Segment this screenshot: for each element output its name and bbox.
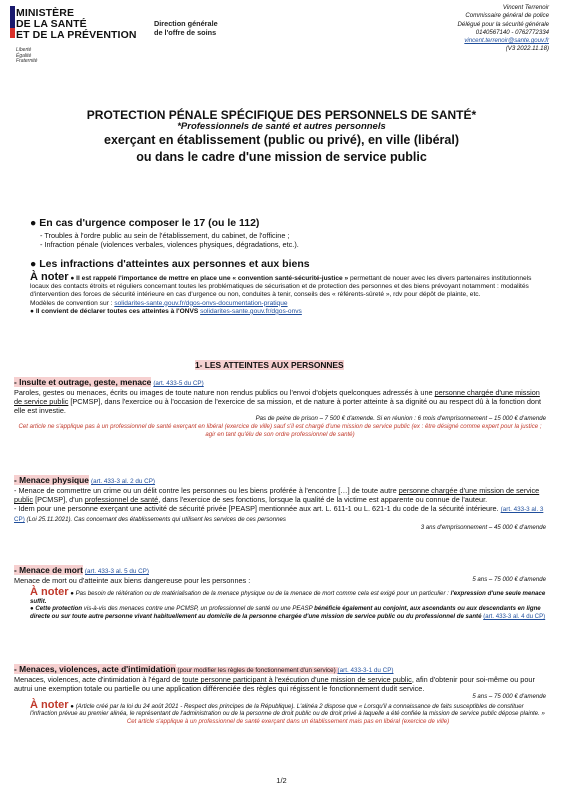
menace-mort-heading: - Menace de mort: [14, 565, 83, 575]
motto-fraternite: Fraternité: [16, 58, 38, 64]
title-block: [0, 108, 563, 166]
menace-physique-text-rest: , dans l'exercice de ses fonctions, lorsque la qualité de la victime est apparente ou connue de l'auteur.: [158, 495, 488, 505]
ministry-line-3: ET DE LA PRÉVENTION: [16, 29, 137, 41]
onvs-bold: ● Il convient de déclarer toutes ces atteintes à l'ONVS: [30, 307, 201, 315]
models-link[interactable]: solidarites-sante.gouv.fr/dgos-onvs-documentation-pratique: [114, 299, 288, 307]
menace-mort-text: Menace de mort ou d'atteinte aux biens dangereuse pour les personnes :: [14, 576, 251, 586]
menace-mort-ref-link[interactable]: (art. 433-3 al. 5 du CP): [84, 568, 149, 575]
title-lines: [0, 132, 563, 166]
menace-mort-note2-bold2: bénéficie également au conjoint, aux ascendants ou aux descendants en ligne directe ou sur toute autre personne vivant habituellement au domicile de la personne chargée d'une mission de service public ou du professionnel de santé: [30, 605, 541, 620]
contact-role2: Délégué pour la sécurité générale: [457, 20, 549, 28]
page-subtitle: *Professionnels de santé et autres personnels: [177, 121, 386, 132]
menace-mort-note1-bold: l'expression d'une seule menace suffit.: [30, 590, 546, 605]
a-noter-label: À noter: [30, 586, 69, 599]
page-title: PROTECTION PÉNALE SPÉCIFIQUE DES PERSONNELS DE SANTÉ*: [86, 108, 477, 122]
menace-physique-ref-link[interactable]: (art. 433-3 al. 2 du CP): [90, 478, 156, 485]
infractions-note: [30, 273, 545, 316]
version-label: (V3 2022.11.18): [505, 45, 549, 53]
menace-physique-underlined-1: personne chargée d'une mission de service public: [14, 486, 540, 505]
intimidation-note-text: ● (Article créé par la loi du 24 août 2021 - Respect des principes de la République). L'alinéa 2 dispose que « Lorsqu'il a connaissance de faits susceptibles de constituer l'infraction prévue au premier alinéa, le représentant de l'administration ou de la personne de droit public ou de droit privé à laquelle a été confiée la mission de service public dépose plainte. »: [30, 702, 545, 718]
models-prefix: Modèles de convention sur :: [30, 299, 115, 307]
menace-mort-note2: vis-à-vis des menaces contre une PCMSP, un professionnel de santé ou une PEASP: [82, 605, 315, 613]
title-line-3: exerçant en établissement (public ou privé), en ville (libéral): [104, 133, 459, 147]
motto-egalite: Égalité: [16, 52, 32, 59]
insulte-penalty: Pas de peine de prison – 7 500 € d'amende. Si en réunion : 6 mois d'emprisonnement – 15 000 € d'amende: [255, 415, 546, 423]
menace-physique-underlined-2: professionnel de santé: [84, 495, 159, 505]
menace-physique-text-mid: [PCMSP], d'un: [33, 495, 85, 505]
intimidation-ref-link[interactable]: (art. 433-3-1 du CP): [337, 667, 394, 674]
menace-mort-note1: ● Pas besoin de réitération ou de matérialisation de la menace physique ou de la menace de mort comme cela est exigé pour un particulier :: [70, 590, 451, 598]
intimidation-text: Menaces, violences, acte d'intimidation à l'égard de: [14, 675, 183, 685]
menace-physique-ref2-link[interactable]: (art. 433-3 al. 3 CP): [14, 506, 544, 524]
republic-motto: [16, 48, 37, 65]
a-noter-label: À noter: [30, 271, 69, 283]
menace-mort-section: [14, 566, 546, 621]
dgos-line-1: Direction générale: [154, 19, 218, 28]
dgos-line-2: de l'offre de soins: [154, 28, 217, 37]
intimidation-text-underlined: toute personne participant à l'exécution d'une mission de service public: [182, 675, 412, 685]
urgence-heading: ● En cas d'urgence composer le 17 (ou le 112): [30, 217, 260, 229]
menace-physique-heading: - Menace physique: [14, 475, 89, 485]
motto-liberte: Liberté: [16, 47, 32, 53]
menace-physique-text2: - Idem pour une personne exerçant une activité de sécurité privée [PEASP] mentionnée aux art. L. 611-1 ou L. 621-1 du code de la sécurité intérieure.: [14, 504, 501, 514]
ministry-line-1: MINISTÈRE: [16, 7, 75, 19]
title-line-4: ou dans le cadre d'une mission de service public: [136, 150, 427, 164]
menace-mort-penalty: 5 ans – 75 000 € d'amende: [472, 576, 546, 584]
urgence-item: - Infraction pénale (violences verbales, violences physiques, dégradations, etc.).: [40, 240, 299, 250]
insulte-text-rest: [PCMSP], dans l'exercice ou à l'occasion de l'exercice de sa mission, et de nature à porter atteinte à sa dignité ou au respect dû à la fonction dont elle est investie.: [14, 397, 542, 416]
dgos-label: [154, 19, 218, 37]
atteintes-title: 1- LES ATTEINTES AUX PERSONNES: [195, 360, 344, 370]
logo-red-bar: [10, 28, 15, 38]
menace-mort-note: [30, 586, 546, 620]
menace-physique-text2-note: (Loi 25.11.2021). Cas concernant des établissements qui utilisent les services de ces personnes: [24, 516, 286, 524]
menace-physique-penalty: 3 ans d'emprisonnement – 45 000 € d'amende: [420, 524, 546, 532]
ministry-line-2: DE LA SANTÉ: [16, 18, 87, 30]
menace-mort-ref2-link[interactable]: (art. 433-3 al. 4 du CP): [483, 612, 546, 620]
onvs-link[interactable]: solidarites-sante.gouv.fr/dgos-onvs: [200, 307, 302, 315]
insulte-text: Paroles, gestes ou menaces, écrits ou images de toute nature non rendus publics ou l'envoi d'objets quelconques adressés à une: [14, 388, 435, 398]
convention-text: permettant de nouer avec les divers partenaires institutionnels locaux des contacts étroits et réguliers concernant toutes les problématiques de sécurisation et de protection des personnes et des biens prévoyant notamment : modalités d'intervention des forces de sécurité intérieure en cas d'urgence ou non, conduites à tenir, conseils des « référents-sûreté », rdv pour dépôt de plainte, etc.: [30, 275, 532, 299]
menace-physique-text: - Menace de commettre un crime ou un délit contre les personnes ou les biens proférée à l'encontre […] de toute autre: [14, 486, 399, 496]
ministry-logo-text: [16, 8, 137, 41]
contact-role: Commissaire général de police: [465, 12, 549, 20]
a-noter-label: À noter: [30, 698, 69, 711]
insulte-text-underlined: personne chargée d'une mission de service public: [14, 388, 540, 407]
insulte-ref-link[interactable]: (art. 433-5 du CP): [153, 380, 204, 387]
page-number: 1/2: [276, 776, 287, 785]
urgence-list: [40, 231, 540, 249]
intimidation-heading: - Menaces, violences, acte d'intimidation: [14, 664, 176, 674]
intimidation-red-note: Cet article s'applique à un professionnel de santé exerçant dans un établissement mais pas en libéral (exercice de ville): [126, 718, 450, 726]
contact-name: Vincent Terrenoir: [502, 4, 549, 11]
contact-phones: 0140567140 - 0762772334: [475, 28, 549, 36]
contact-email-link[interactable]: vincent.terrenoir@sante.gouv.fr: [464, 37, 549, 45]
infractions-heading: ● Les infractions d'atteintes aux personnes et aux biens: [30, 258, 310, 270]
contact-block: [349, 4, 549, 54]
insulte-section: [14, 378, 546, 438]
intimidation-text-rest: , afin d'obtenir pour soi-même ou pour autrui une exemption totale ou partielle ou une application différenciée des règles qui régissent le fonctionnement dudit service.: [14, 675, 535, 694]
insulte-heading: - Insulte et outrage, geste, menace: [14, 377, 152, 387]
intimidation-penalty: 5 ans – 75 000 € d'amende: [472, 693, 546, 701]
insulte-note: Cet article ne s'applique pas à un professionnel de santé exerçant en libéral (exercice de ville) sauf s'il est chargé d'une mission de service public (ex : être désigné comme expert pour la justice ; agir en tant qu'élu de son ordre professionnel de santé): [18, 422, 542, 438]
intimidation-section: [14, 665, 546, 726]
intimidation-heading-note: (pour modifier les règles de fonctionnement d'un service): [175, 667, 338, 674]
menace-mort-note2-bold: ● Cette protection: [30, 605, 83, 613]
convention-bold: ● Il est rappelé l'importance de mettre en place une « convention santé-sécurité-justice »: [70, 275, 349, 282]
intimidation-note: [30, 698, 546, 726]
logo-blue-bar: [10, 6, 15, 30]
urgence-item: - Troubles à l'ordre public au sein de l'établissement, du cabinet, de l'officine ;: [40, 231, 290, 240]
menace-physique-section: [14, 476, 546, 532]
